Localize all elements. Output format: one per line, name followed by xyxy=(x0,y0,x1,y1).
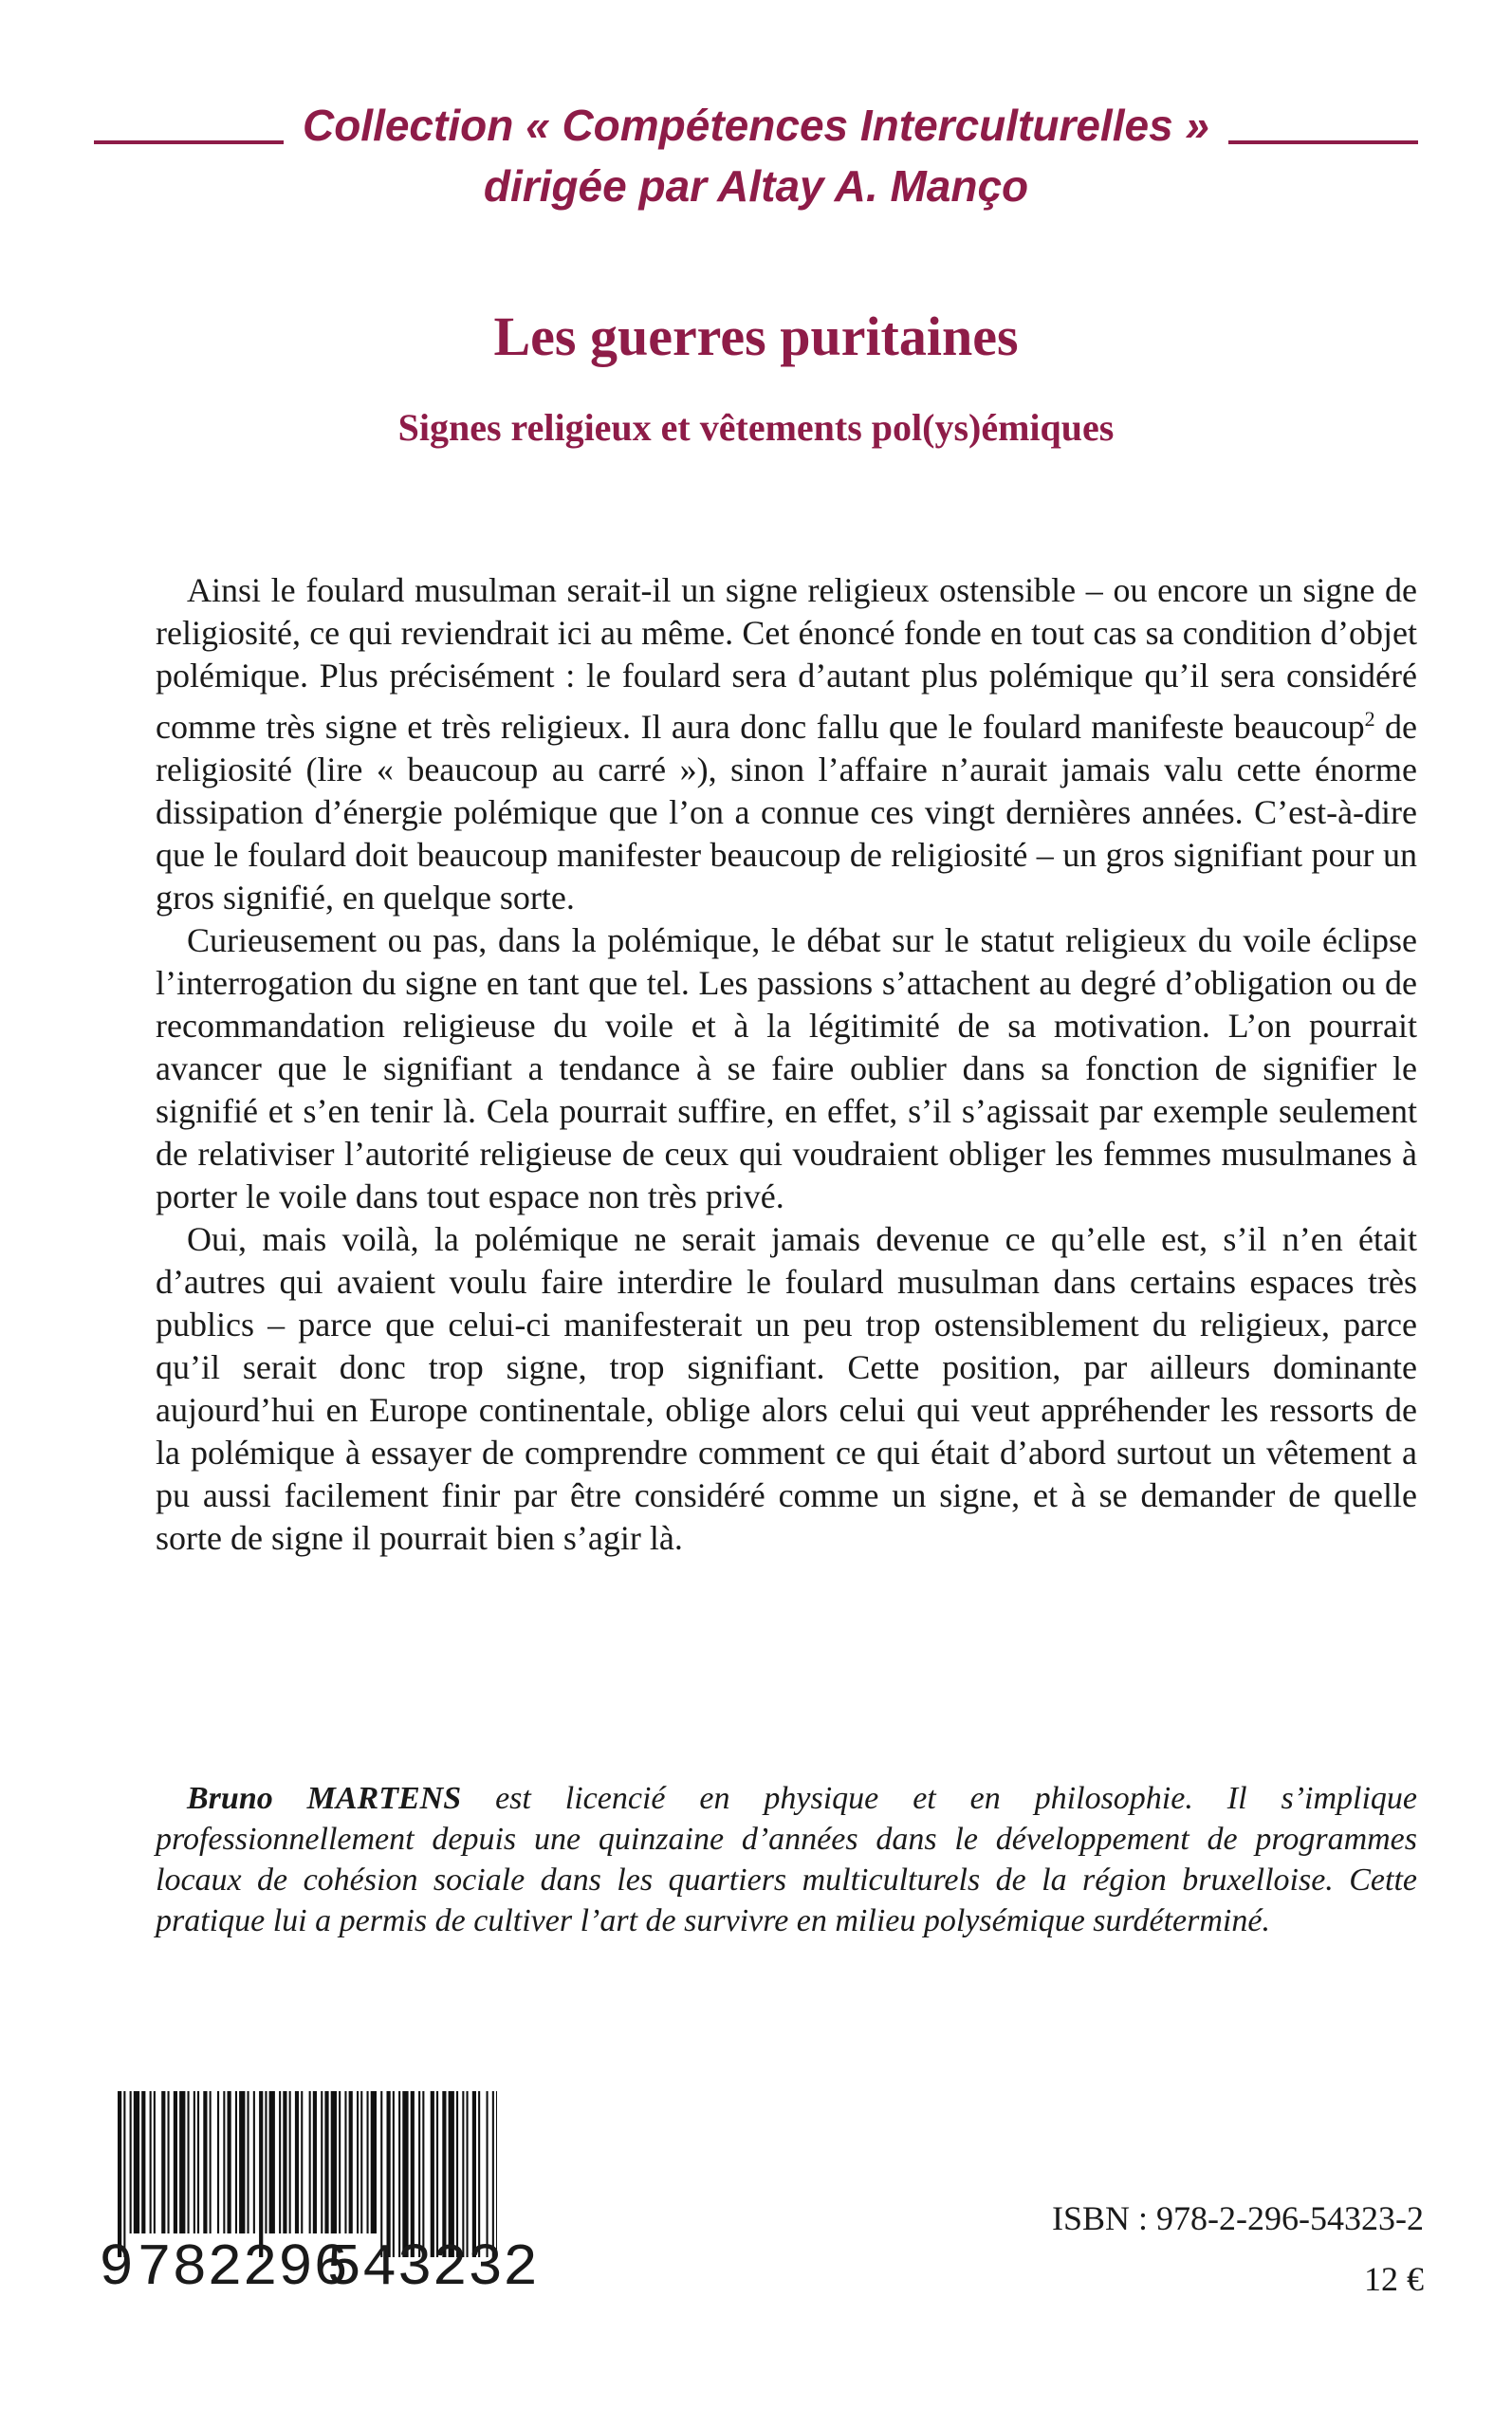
barcode-bar xyxy=(456,2091,458,2257)
barcode-bar xyxy=(265,2091,267,2233)
barcode-bar xyxy=(248,2091,249,2233)
barcode-bar xyxy=(467,2091,469,2257)
barcode-bar xyxy=(331,2091,337,2233)
barcode-bar xyxy=(393,2091,395,2257)
barcode-bar xyxy=(279,2091,281,2233)
blurb-p1-part2: de religiosité (lire « beaucoup au carré »), sinon l’affaire n’aurait jamais valu cette énorme dissipation d’énergie polémique que l’on a connue ces vingt dernières années. C’est-à-dire que le foulard doit beaucoup manifester beaucoup de religiosité – un gros signifiant pour un gros signifié, en quelque sorte. xyxy=(156,708,1418,917)
barcode-bar xyxy=(239,2091,245,2233)
book-title: Les guerres puritaines xyxy=(493,306,1019,367)
barcode-bar xyxy=(472,2091,476,2257)
barcode-bar xyxy=(411,2091,415,2257)
barcode-bar xyxy=(339,2091,341,2233)
barcode-bar xyxy=(324,2091,328,2233)
barcode-bar xyxy=(188,2091,190,2233)
superscript: 2 xyxy=(1364,707,1375,731)
barcode-bar xyxy=(344,2091,346,2233)
barcode-bar xyxy=(380,2091,382,2257)
barcode-bar xyxy=(313,2091,317,2233)
barcode-digits xyxy=(99,2234,539,2302)
barcode-bar xyxy=(367,2091,369,2233)
barcode-bar xyxy=(197,2091,199,2233)
author-bio-paragraph xyxy=(156,1778,1417,1941)
barcode-bar xyxy=(134,2091,139,2233)
barcode-bar xyxy=(496,2091,497,2257)
left-rule xyxy=(94,140,284,144)
barcode-bar xyxy=(357,2091,359,2233)
barcode-bar xyxy=(228,2091,231,2233)
barcode-bar xyxy=(141,2091,145,2233)
barcode-bar xyxy=(295,2091,299,2233)
barcode-bar xyxy=(442,2091,446,2257)
barcode-group-2: 543232 xyxy=(326,2234,539,2302)
barcode-bar xyxy=(283,2091,286,2233)
barcode-bar xyxy=(168,2091,170,2233)
barcode-bar xyxy=(387,2091,391,2257)
barcode-bar xyxy=(321,2091,323,2233)
blurb-paragraph-3: Oui, mais voilà, la polémique ne serait jamais devenue ce qu’elle est, s’il n’en était d’autres qui avaient voulu faire interdire le foulard musulman dans certains espaces très publics – parce que celui-ci manifesterait un peu trop ostensiblement du religieux, parce qu’il serait donc trop signe, trop signifiant. Cette position, par ailleurs dominante aujourd’hui en Europe continentale, oblige alors celui qui veut appréhender les ressorts de la polémique à essayer de comprendre comment ce qui était d’abord surtout un vêtement a pu aussi facilement finir par être considéré comme un signe, et à se demander de quelle sorte de signe il pourrait bien s’agir là. xyxy=(156,1220,1417,1557)
blurb-p1-part1: Ainsi le foulard musulman serait-il un signe religieux ostensible – ou encore un signe de religiosité, ce qui reviendrait ici au même. Cet énoncé fonde en tout cas sa condition d’objet polémique. Plus précisément : le foulard sera d’autant plus polémique qu’il sera considéré comme très signe et très religieux. Il aura donc fallu que le foulard manifeste beaucoup xyxy=(156,571,1417,746)
barcode-bar xyxy=(478,2091,480,2257)
barcode-bar xyxy=(462,2091,464,2257)
barcode-bar xyxy=(269,2091,275,2233)
author-bio xyxy=(156,1778,1417,1941)
barcode-bar xyxy=(422,2091,424,2257)
barcode-bar xyxy=(235,2091,237,2233)
barcode-bar xyxy=(309,2091,311,2233)
barcode-bar xyxy=(398,2091,400,2257)
barcode-bar xyxy=(210,2091,212,2233)
author-bio-text: est licencié en physique et en philosophie. Il s’implique professionnellement depuis une quinzaine d’années dans le développement de programmes locaux de cohésion sociale dans les quartiers multiculturels de la région bruxelloise. Cette pratique lui a permis de cultiver l’art de survivre en milieu polysémique surdéterminé. xyxy=(156,1781,1417,1938)
barcode-bar xyxy=(194,2091,195,2233)
collection-line1 xyxy=(38,95,1474,156)
blurb xyxy=(156,569,1417,1560)
blurb-paragraph-1 xyxy=(156,569,1417,919)
isbn: ISBN : 978-2-296-54323-2 xyxy=(1052,2199,1424,2237)
right-rule xyxy=(1228,140,1418,144)
barcode-bar xyxy=(492,2091,494,2257)
barcode-bar xyxy=(174,2091,177,2233)
collection-header xyxy=(38,95,1474,216)
barcode-bar xyxy=(161,2091,165,2233)
barcode-bar xyxy=(203,2091,207,2233)
price: 12 € xyxy=(1364,2260,1424,2298)
barcode-bar xyxy=(449,2091,454,2257)
barcode-bar xyxy=(402,2091,408,2257)
barcode-bar xyxy=(436,2091,438,2257)
barcode-bar xyxy=(360,2091,362,2233)
barcode-bar xyxy=(418,2091,420,2257)
barcode-bar xyxy=(150,2091,152,2233)
barcode-bar xyxy=(154,2091,156,2233)
blurb-paragraph-2: Curieusement ou pas, dans la polémique, le débat sur le statut religieux du voile éclipse l’interrogation du signe en tant que tel. Les passions s’attachent au degré d’obligation ou de recommandation religieuse du voile et à la légitimité de sa motivation. L’on pourrait avancer que le signifiant a tendance à se faire oublier dans sa fonction de signifier le signifié et s’en tenir là. Cela pourrait suffire, en effet, s’il s’agissait par exemple seulement de relativiser l’autorité religieuse de ceux qui voudraient obliger les femmes musulmanes à porter le voile dans tout espace non très privé. xyxy=(156,921,1417,1215)
barcode-lead-digit: 9 xyxy=(99,2234,135,2302)
author-name: Bruno MARTENS xyxy=(187,1781,462,1816)
barcode-bar xyxy=(130,2091,132,2233)
barcode-bar xyxy=(349,2091,353,2233)
barcode-bar xyxy=(217,2091,219,2233)
barcode-bar xyxy=(289,2091,291,2233)
barcode-group-1: 782296 xyxy=(137,2234,349,2302)
collection-director: dirigée par Altay A. Manço xyxy=(483,161,1029,211)
book-subtitle: Signes religieux et vêtements pol(ys)émiques xyxy=(397,406,1115,449)
barcode-bar xyxy=(223,2091,225,2233)
barcode-bar xyxy=(118,2091,121,2257)
barcode-bar xyxy=(259,2091,263,2257)
barcode-bar xyxy=(371,2091,377,2233)
barcode-bar xyxy=(301,2091,303,2233)
barcode-bar xyxy=(179,2091,185,2233)
barcode-bar xyxy=(123,2091,125,2257)
barcode-bar xyxy=(431,2091,434,2257)
barcode-bar xyxy=(253,2091,255,2233)
collection-name: Collection « Compétences Interculturelles » xyxy=(302,101,1210,150)
barcode-bars xyxy=(118,2091,497,2257)
barcode-bar xyxy=(487,2091,489,2257)
